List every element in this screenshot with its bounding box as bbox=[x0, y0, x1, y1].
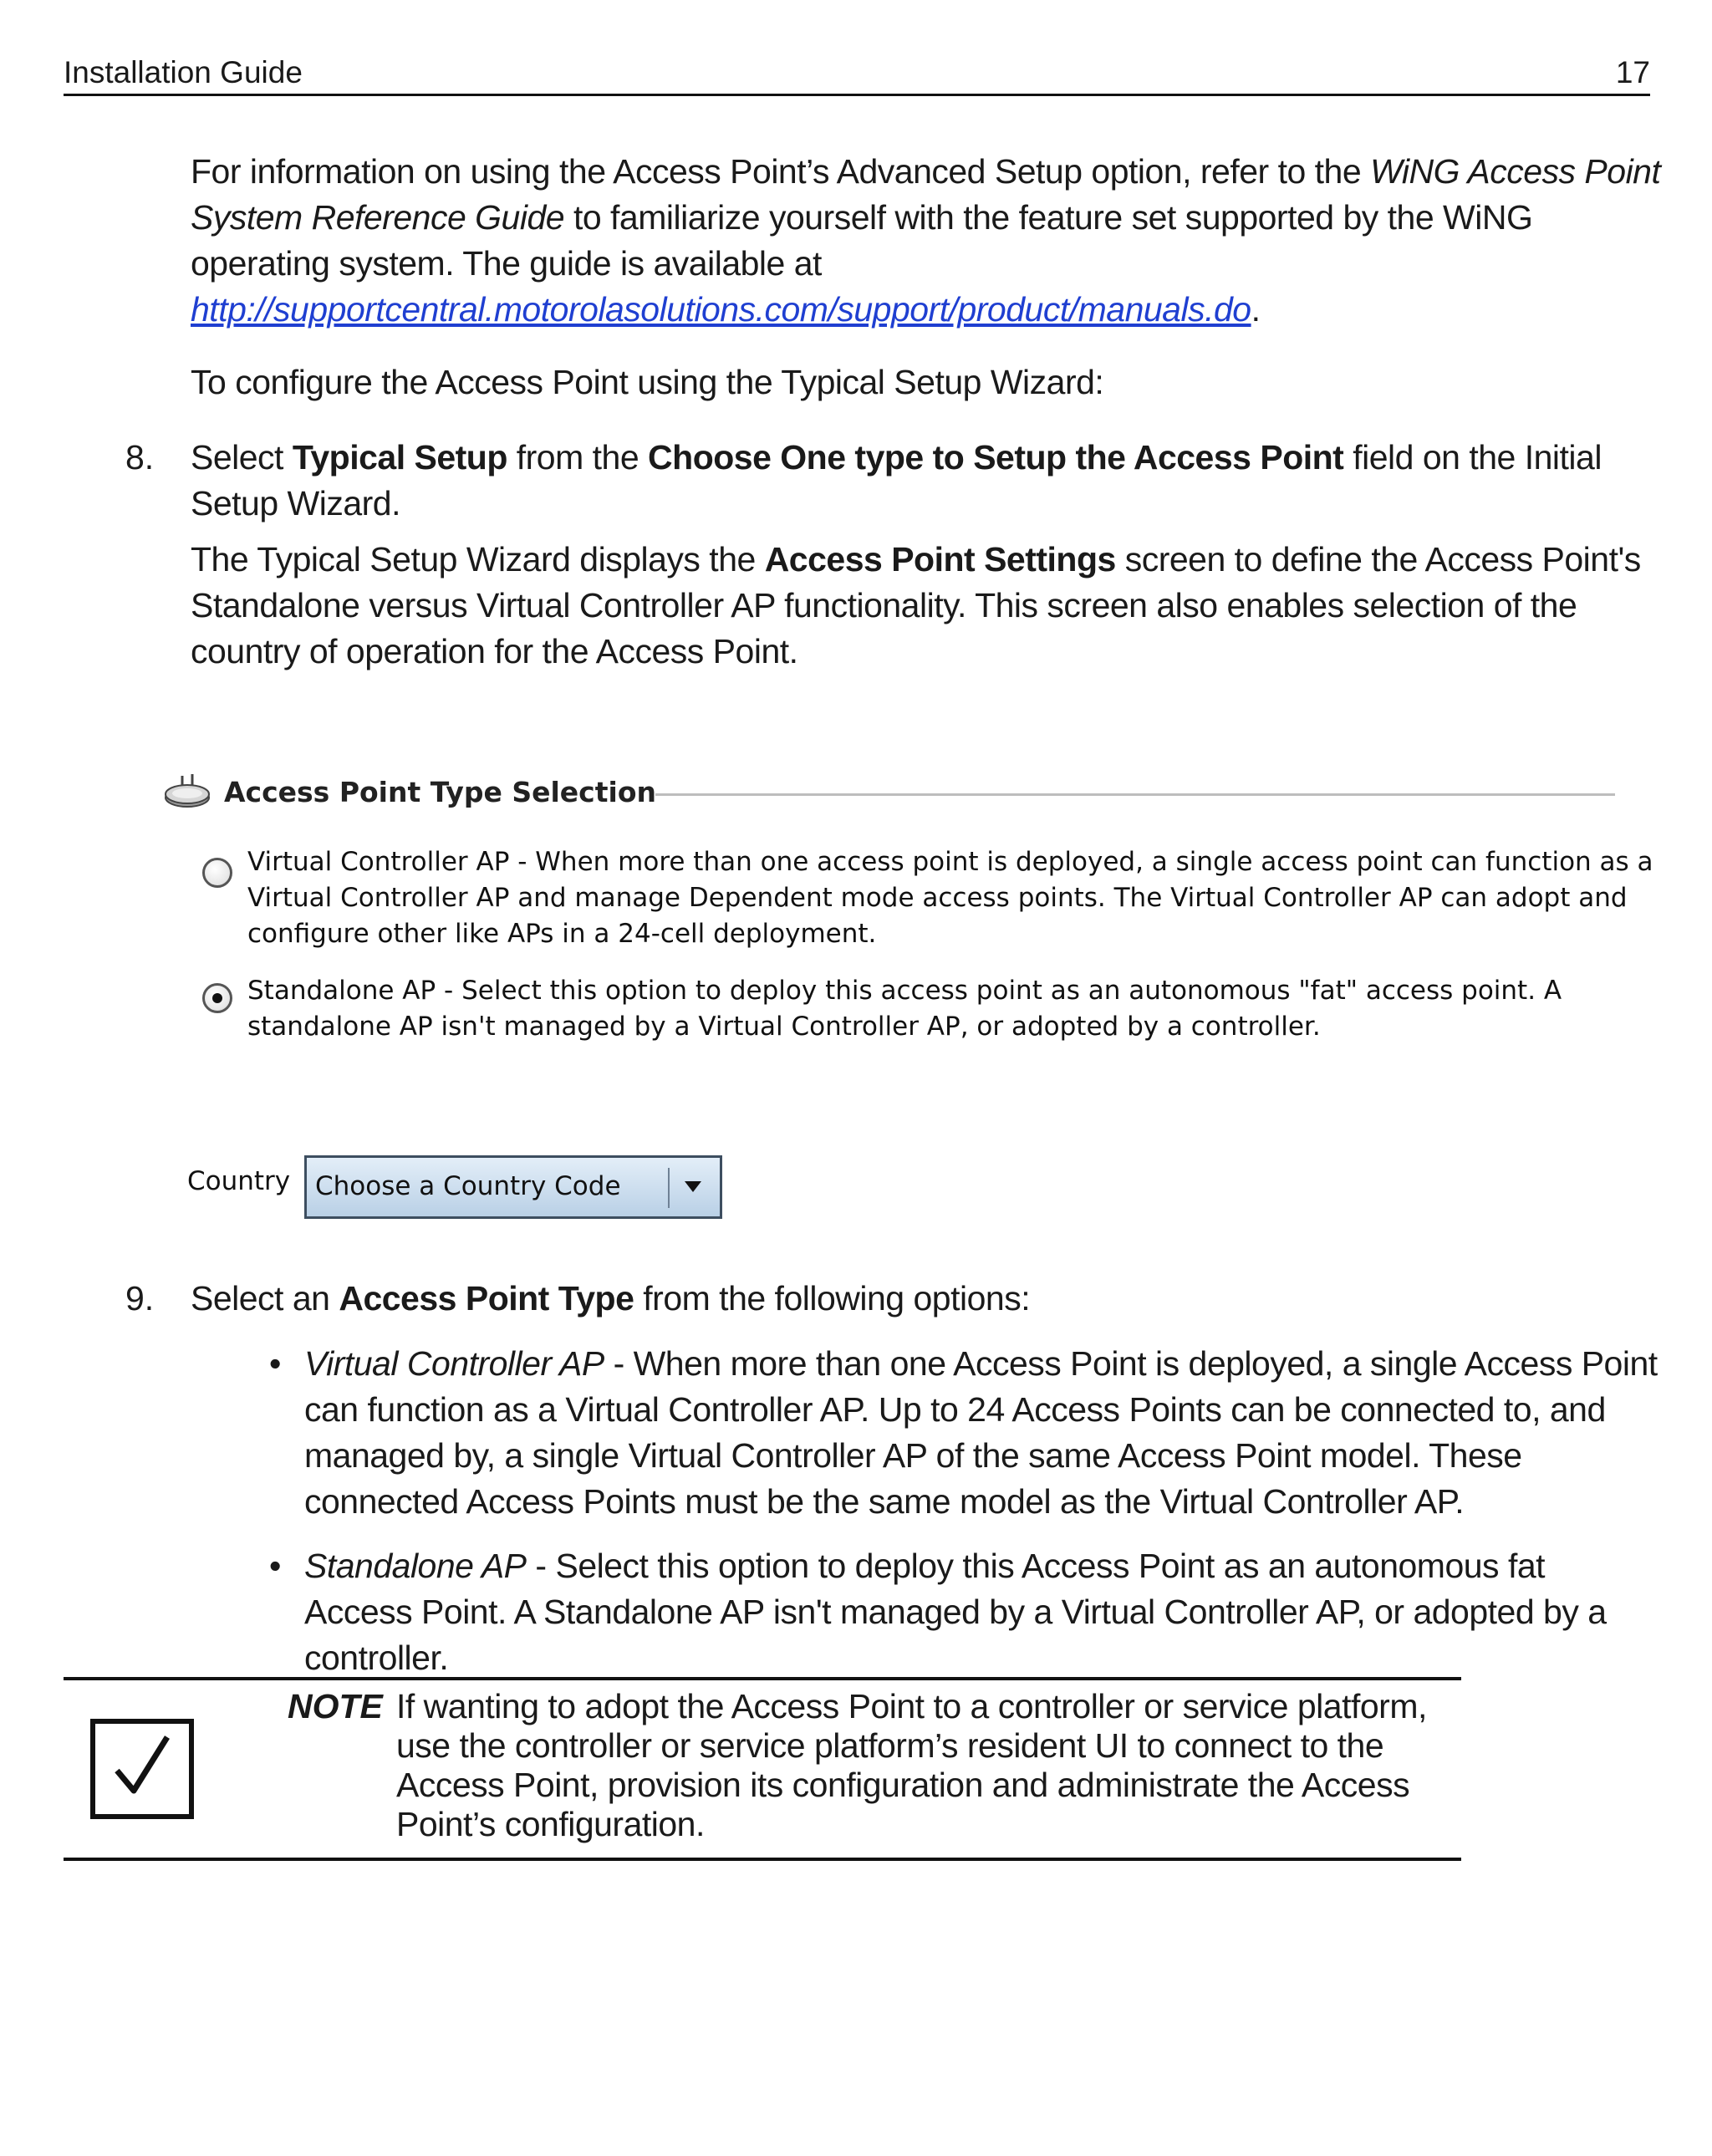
country-code-select[interactable] bbox=[304, 1155, 722, 1219]
page-header bbox=[64, 54, 1650, 96]
access-point-type-selection-title: Access Point Type Selection bbox=[224, 776, 656, 808]
access-point-icon bbox=[164, 772, 211, 811]
option1-line3: configure other like APs in a 24-cell deployment. bbox=[247, 919, 877, 949]
country-label: Country bbox=[187, 1166, 291, 1196]
bullet2-term: Standalone AP bbox=[304, 1547, 527, 1585]
bullet2-text: - Select this option to deploy this Access Point as an autonomous fat Access Point. A Standalone AP isn't managed by a Virtual Controller AP, or adopted by a controller. bbox=[304, 1547, 1607, 1677]
option2-line2: standalone AP isn't managed by a Virtual Controller AP, or adopted by a controller. bbox=[247, 1012, 1321, 1042]
configure-paragraph: To configure the Access Point using the Typical Setup Wizard: bbox=[191, 363, 1104, 401]
manuals-link[interactable]: http://supportcentral.motorolasolutions.com/support/product/manuals.do bbox=[191, 290, 1251, 329]
step-9-text-c: from the following options: bbox=[634, 1279, 1031, 1318]
header-title: Installation Guide bbox=[64, 55, 303, 89]
step-8-text bbox=[191, 435, 1662, 527]
intro-text-a: For information on using the Access Point’s Advanced Setup option, refer to the bbox=[191, 152, 1371, 191]
step-8-desc-a: The Typical Setup Wizard displays the bbox=[191, 540, 765, 579]
bullet-dot-icon: • bbox=[269, 1344, 282, 1383]
choose-one-type-term: Choose One type to Setup the Access Point bbox=[648, 438, 1344, 477]
option1-line2: Virtual Controller AP and manage Dependent mode access points. The Virtual Controller AP can adopt and bbox=[247, 883, 1628, 913]
note-bottom-rule bbox=[64, 1858, 1461, 1861]
step-8-description bbox=[191, 537, 1662, 675]
section-divider bbox=[655, 793, 1615, 796]
intro-text-end: . bbox=[1251, 290, 1261, 329]
checkmark-icon bbox=[90, 1719, 194, 1819]
radio-selected-dot bbox=[212, 993, 222, 1003]
step-9-number: 9. bbox=[125, 1279, 155, 1318]
step-9-text bbox=[191, 1276, 1662, 1322]
bullet-standalone bbox=[304, 1543, 1658, 1681]
step-9-text-a: Select an bbox=[191, 1279, 339, 1318]
reference-guide-title: WiNG Access Point System Reference Guide bbox=[191, 152, 1661, 237]
step-8-text-c: from the bbox=[507, 438, 649, 477]
bullet1-text: - When more than one Access Point is deployed, a single Access Point can function as a Virtual Controller AP. Up to 24 Access Points can be connected to, and managed by, a single Virtual Controller AP of the same Access Point model. These connected Access Points must be the same model as the Virtual Controller AP. bbox=[304, 1344, 1658, 1521]
intro-paragraph bbox=[191, 149, 1662, 333]
note-top-rule bbox=[64, 1677, 1461, 1680]
country-select-value: Choose a Country Code bbox=[315, 1171, 621, 1201]
access-point-settings-term: Access Point Settings bbox=[764, 540, 1116, 579]
virtual-controller-radio[interactable] bbox=[202, 858, 232, 888]
intro-text-b: to familiarize yourself with the feature set supported by the WiNG operating system. The guide is available at bbox=[191, 198, 1533, 283]
option2-line1: Standalone AP - Select this option to deploy this access point as an autonomous "fat" access point. A bbox=[247, 976, 1562, 1006]
step-8-text-d: field on the Initial Setup Wizard. bbox=[191, 438, 1602, 522]
typical-setup-term: Typical Setup bbox=[292, 438, 507, 477]
bullet1-term: Virtual Controller AP bbox=[304, 1344, 604, 1383]
access-point-type-term: Access Point Type bbox=[339, 1279, 634, 1318]
step-8-desc-c: screen to define the Access Point's Standalone versus Virtual Controller AP functionality. This screen also enables selection of the country of operation for the Access Point. bbox=[191, 540, 1641, 670]
standalone-option-text bbox=[247, 973, 1685, 1045]
page-number: 17 bbox=[1615, 55, 1650, 89]
chevron-down-icon[interactable] bbox=[685, 1181, 701, 1192]
step-8-text-a: Select bbox=[191, 438, 293, 477]
bullet-dot-icon: • bbox=[269, 1547, 282, 1585]
note-text: If wanting to adopt the Access Point to a controller or service platform, use the controller or service platform’s resident UI to connect to the Access Point, provision its configuration and administrate the Access Point’s configuration. bbox=[396, 1687, 1427, 1843]
bullet-virtual-controller bbox=[304, 1341, 1658, 1525]
note-label: NOTE bbox=[288, 1687, 383, 1725]
option1-line1: Virtual Controller AP - When more than one access point is deployed, a single access point can function as a bbox=[247, 847, 1653, 877]
standalone-radio[interactable] bbox=[202, 983, 232, 1013]
select-separator bbox=[668, 1168, 670, 1208]
virtual-controller-option-text bbox=[247, 844, 1685, 952]
step-8-number: 8. bbox=[125, 438, 155, 477]
